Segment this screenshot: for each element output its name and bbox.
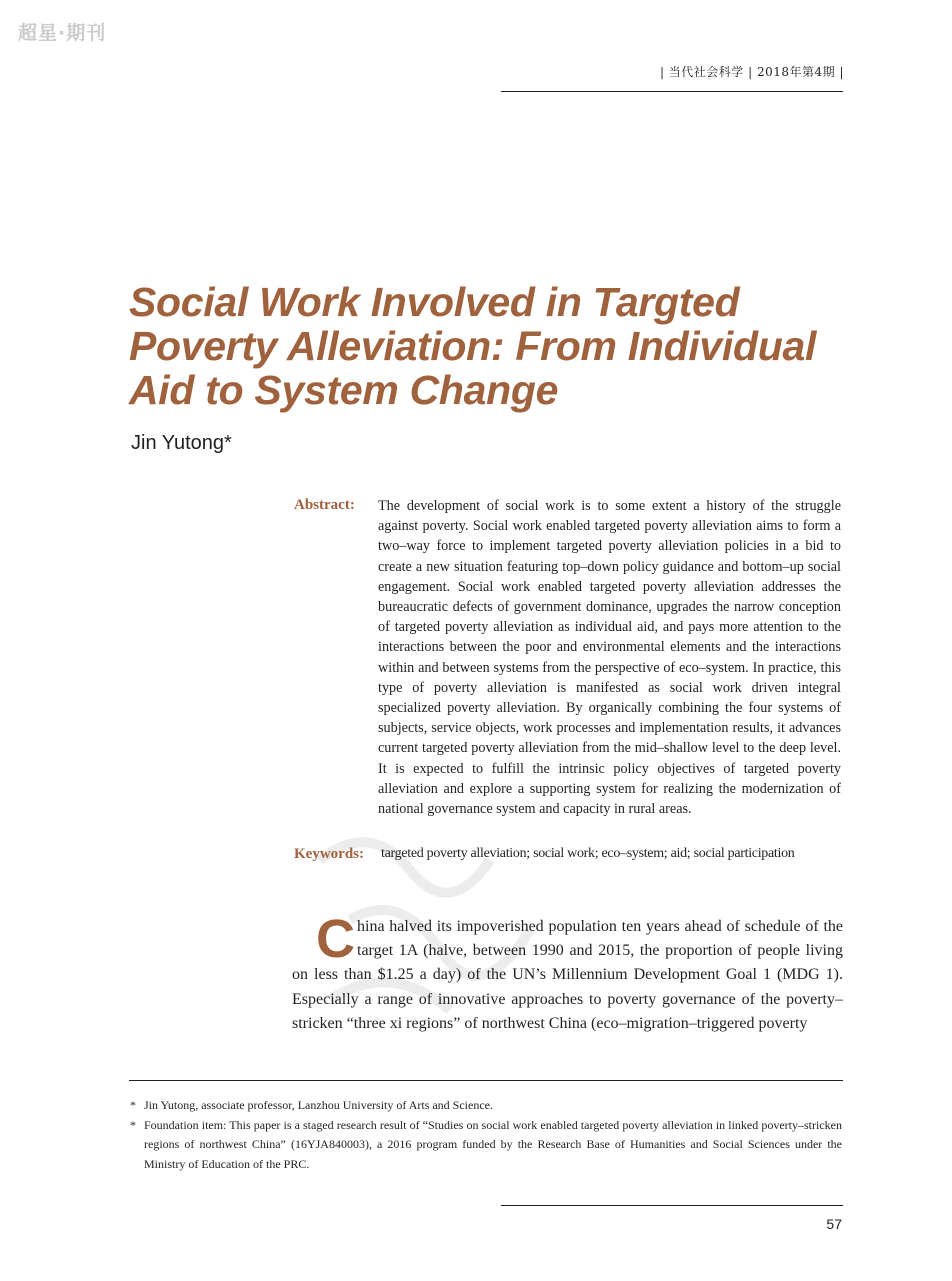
footnote-item (130, 1116, 842, 1175)
author-name: Jin Yutong* (131, 432, 232, 454)
footnote-mark: * (130, 1098, 136, 1112)
abstract-label: Abstract: (294, 497, 355, 513)
body-paragraph (292, 909, 843, 1036)
footnote-item (130, 1096, 842, 1116)
article-title: Social Work Involved in Targted Poverty Alleviation: From Individual Aid to System Change (129, 279, 817, 413)
watermark-logo: 超星·期刊 (18, 22, 107, 44)
keywords-label: Keywords: (294, 846, 364, 862)
header-rule (501, 91, 843, 92)
abstract-text: The development of social work is to some extent a history of the struggle against poverty. Social work enabled targeted poverty alleviation aims to form a two–way force to implement targeted poverty alleviation policies in a bid to create a new situation featuring top–down policy guidance and bottom–up social engagement. Social work enabled targeted poverty alleviation addresses the bureaucratic defects of government dominance, upgrades the narrow conception of targeted poverty alleviation as individual aid, and pays more attention to the interactions between the poor and environmental elements and the interactions within and between systems from the perspective of eco–system. In practice, this type of poverty alleviation is manifested as social work driven integral specialized poverty alleviation. By organically combining the four systems of subjects, service objects, work processes and implementation results, it advances current targeted poverty alleviation from the mid–shallow level to the deep level. It is expected to fulfill the intrinsic policy objectives of targeted poverty alleviation and explore a supporting system for realizing the modernization of national governance system and capacity in rural areas. (378, 498, 841, 818)
drop-cap: C (316, 909, 355, 969)
footnote-text: Jin Yutong, associate professor, Lanzhou University of Arts and Science. (144, 1098, 493, 1112)
footnotes (130, 1096, 842, 1174)
footnote-text: Foundation item: This paper is a staged research result of “Studies on social work enabled targeted poverty alleviation in linked poverty–stricken regions of northwest China” (16YJA840003), a 2016 program funded by the Research Base of Humanities and Social Sciences under the Ministry of Education of the PRC. (144, 1117, 842, 1171)
footnote-rule (129, 1080, 843, 1081)
footer-rule (501, 1205, 843, 1206)
keywords-text: targeted poverty alleviation; social work; eco–system; aid; social participation (381, 846, 795, 861)
body-paragraph-text: hina halved its impoverished population ten years ahead of schedule of the target 1A (halve, between 1990 and 2015, the proportion of people living on less than $1.25 a day) of the UN’s Millennium Development Goal 1 (MDG 1). Especially a range of innovative approaches to poverty governance of the poverty–stricken “three xi regions” of northwest China (eco–migration–triggered poverty (292, 918, 843, 1032)
footnote-mark: * (130, 1117, 136, 1132)
journal-running-header: | 当代社会科学 | 2018年第4期 | (659, 65, 844, 79)
page-number: 57 (826, 1216, 842, 1232)
